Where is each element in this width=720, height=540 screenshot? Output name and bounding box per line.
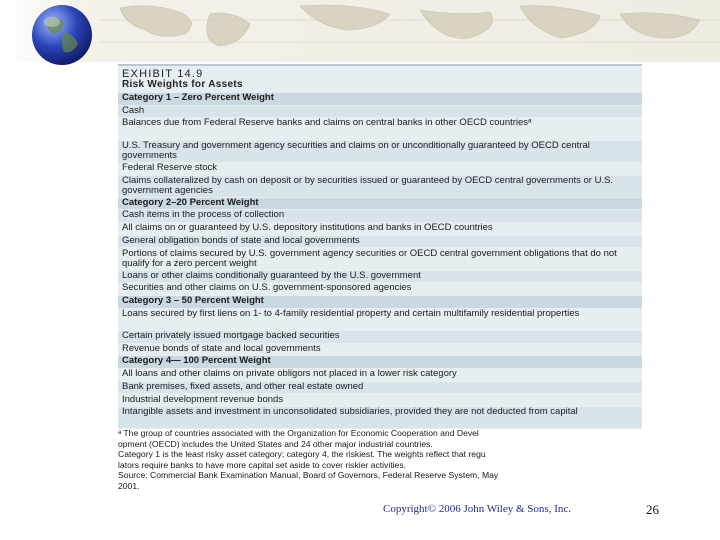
asset-row: Portions of claims secured by U.S. government agency securities or OECD central government obligations that do not qualify for a zero percent weight — [122, 248, 617, 269]
asset-row: Loans secured by first liens on 1- to 4-family residential property and certain multifamily residential properties — [122, 308, 580, 319]
asset-row: All loans and other claims on private obligors not placed in a lower risk category — [122, 369, 457, 380]
footnote-line: ᵃ The group of countries associated with the Organization for Economic Cooperation and Devel — [118, 428, 479, 438]
asset-row: Industrial development revenue bonds — [122, 394, 284, 405]
page-number: 26 — [646, 502, 659, 517]
asset-row: Certain privately issued mortgage backed securities — [118, 331, 642, 343]
asset-row: Loans or other claims conditionally guaranteed by the U.S. government — [118, 271, 642, 283]
asset-row: Revenue bonds of state and local governments — [122, 343, 321, 354]
asset-row: Cash — [118, 106, 642, 118]
asset-row: U.S. Treasury and government agency securities and claims on or unconditionally guaranteed by OECD central governments — [118, 141, 642, 162]
copyright-notice: Copyright© 2006 John Wiley & Sons, Inc. — [383, 503, 571, 515]
asset-row: Intangible assets and investment in unconsolidated subsidiaries, provided they are not deducted from capital — [118, 407, 642, 428]
exhibit-header — [118, 66, 642, 92]
footnote-line: opment (OECD) includes the United States and 24 other major industrial countries. — [118, 438, 433, 449]
asset-row: Cash items in the process of collection — [118, 210, 642, 222]
world-map-banner — [0, 0, 720, 62]
category-heading: Category 3 – 50 Percent Weight — [118, 296, 642, 308]
asset-row: Securities and other claims on U.S. government-sponsored agencies — [122, 283, 412, 294]
asset-row: Claims collateralized by cash on deposit or by securities issued or guaranteed by OECD central governments or U.S. government agencies — [118, 176, 642, 197]
footnote-line: Category 1 is the least risky asset category; category 4, the riskiest. The weights reflect that regu — [118, 449, 486, 459]
globe-icon — [28, 2, 96, 68]
category-heading: Category 2–20 Percent Weight — [118, 198, 642, 210]
exhibit-subtitle: Risk Weights for Assets — [122, 79, 243, 90]
asset-row: General obligation bonds of state and local governments — [118, 236, 642, 248]
exhibit-title: EXHIBIT 14.9 — [122, 68, 204, 80]
footnote-line: 2001. — [118, 480, 140, 491]
category-heading: Category 4— 100 Percent Weight — [118, 356, 642, 368]
asset-row: Bank premises, fixed assets, and other real estate owned — [118, 382, 642, 394]
category-heading: Category 1 – Zero Percent Weight — [118, 93, 642, 105]
footnote-line: Source: Commercial Bank Examination Manual, Board of Governors, Federal Reserve System, May — [118, 470, 499, 480]
footnote — [118, 428, 642, 491]
footnote-line: lators require banks to have more capital set aside to cover riskier activities. — [118, 459, 407, 470]
asset-row: All claims on or guaranteed by U.S. depository institutions and banks in OECD countries — [122, 223, 493, 234]
asset-row: Balances due from Federal Reserve banks and claims on central banks in other OECD countriesᵃ — [122, 118, 532, 129]
asset-row: Federal Reserve stock — [122, 162, 218, 173]
exhibit-table — [118, 64, 642, 429]
